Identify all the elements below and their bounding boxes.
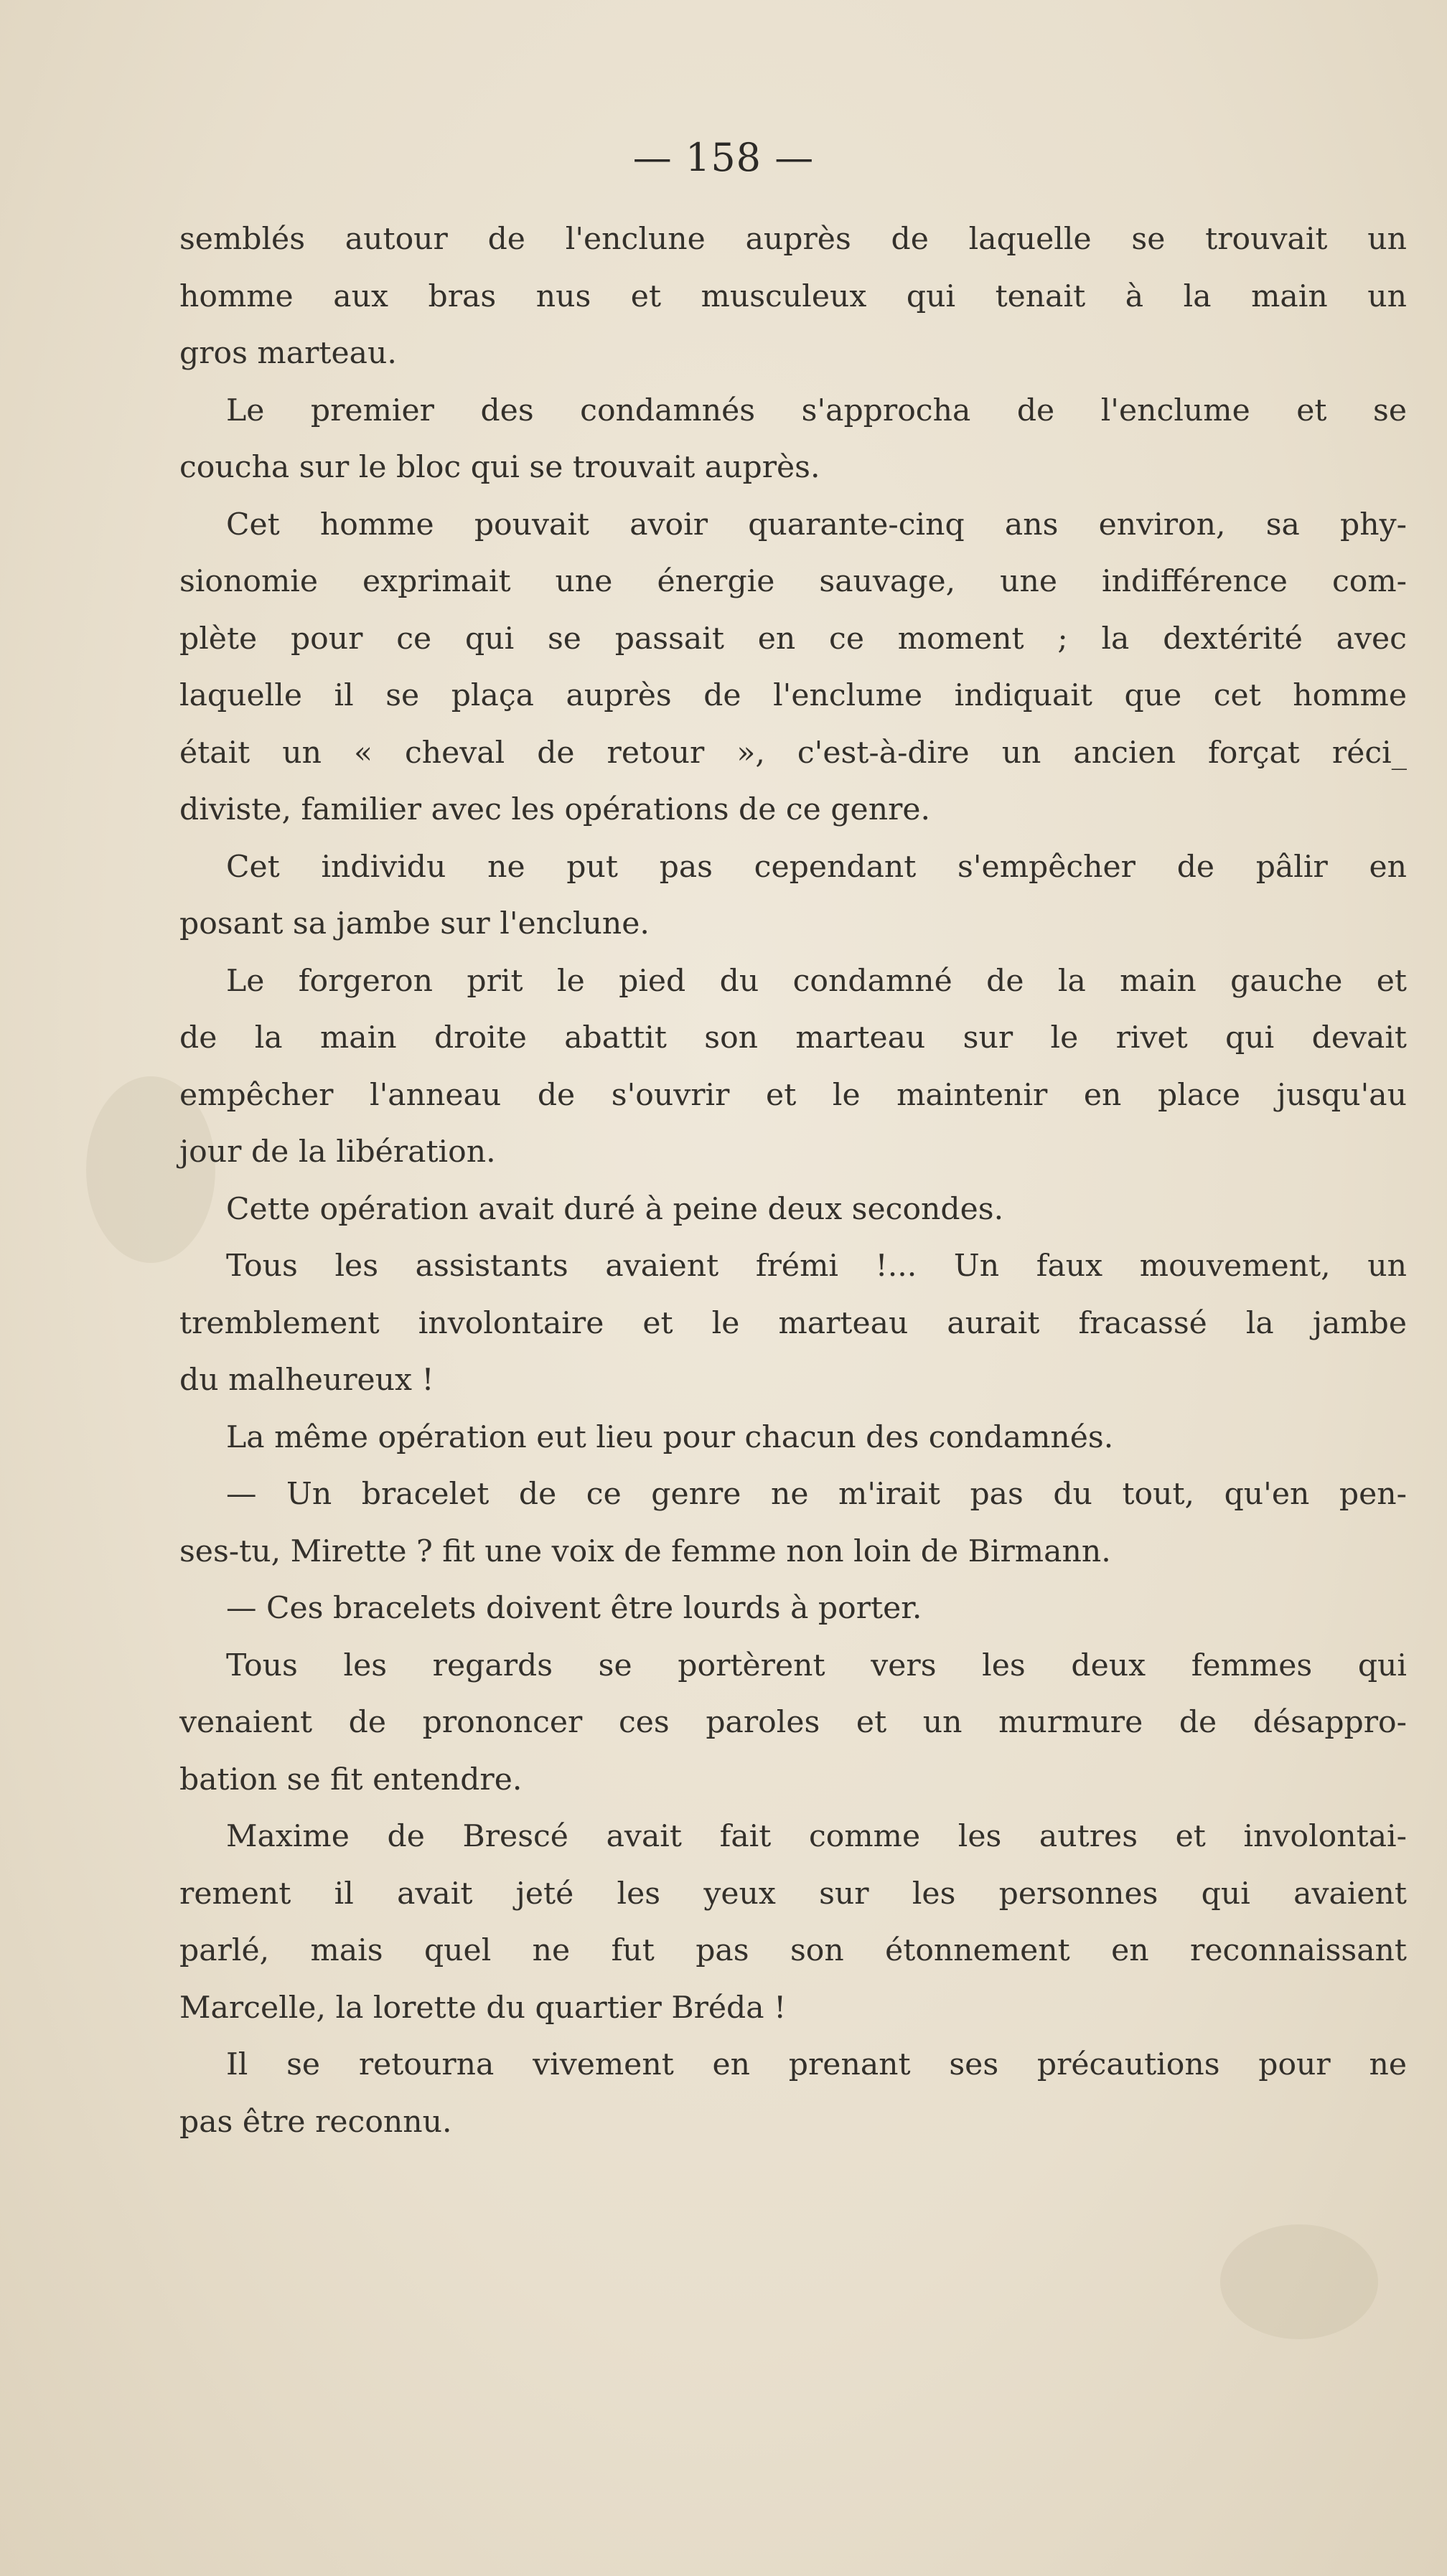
text-line: Tous les regards se portèrent vers les deux femmes qui (226, 1647, 1407, 1683)
text-line: Cet individu ne put pas cependant s'empêcher de pâlir en (226, 849, 1407, 885)
text-line: rement il avait jeté les yeux sur les personnes qui avaient (179, 1876, 1407, 1912)
text-line: Marcelle, la lorette du quartier Bréda ! (179, 1990, 787, 2026)
text-line: tremblement involontaire et le marteau aurait fracassé la jambe (179, 1305, 1407, 1341)
text-line: coucha sur le bloc qui se trouvait auprès. (179, 450, 820, 485)
page-number: — 158 — (632, 135, 815, 180)
text-line: jour de la libération. (179, 1134, 496, 1170)
text-line: était un « cheval de retour », c'est-à-dire un ancien forçat réci_ (179, 735, 1407, 771)
paper-stain (1220, 2224, 1378, 2339)
text-line: Cette opération avait duré à peine deux secondes. (226, 1191, 1004, 1227)
text-line: Maxime de Brescé avait fait comme les autres et involontai- (226, 1819, 1407, 1854)
text-line: — Ces bracelets doivent être lourds à porter. (226, 1591, 922, 1626)
text-line: Le forgeron prit le pied du condamné de la main gauche et (226, 963, 1407, 999)
text-line: Le premier des condamnés s'approcha de l'enclume et se (226, 392, 1407, 428)
text-line: du malheureux ! (179, 1363, 434, 1398)
text-line: homme aux bras nus et musculeux qui tenait à la main un (179, 278, 1407, 314)
text-line: — Un bracelet de ce genre ne m'irait pas du tout, qu'en pen- (226, 1477, 1407, 1512)
text-line: plète pour ce qui se passait en ce moment ; la dextérité avec (179, 621, 1407, 657)
body-text (179, 211, 1407, 2150)
text-line: La même opération eut lieu pour chacun des condamnés. (226, 1419, 1114, 1455)
text-line: Cet homme pouvait avoir quarante-cinq ans environ, sa phy- (226, 507, 1407, 542)
text-line: sionomie exprimait une énergie sauvage, une indifférence com- (179, 564, 1407, 599)
text-line: de la main droite abattit son marteau sur le rivet qui devait (179, 1020, 1407, 1056)
text-line: parlé, mais quel ne fut pas son étonnement en reconnaissant (179, 1933, 1407, 1968)
text-line: pas être reconnu. (179, 2104, 452, 2140)
text-line: empêcher l'anneau de s'ouvrir et le maintenir en place jusqu'au (179, 1077, 1407, 1113)
text-line: bation se fit entendre. (179, 1762, 523, 1797)
text-line: venaient de prononcer ces paroles et un murmure de désappro- (179, 1705, 1407, 1740)
text-line: gros marteau. (179, 336, 397, 371)
text-line: diviste, familier avec les opérations de ce genre. (179, 792, 931, 827)
text-line: ses-tu, Mirette ? fit une voix de femme non loin de Birmann. (179, 1533, 1111, 1569)
text-line: laquelle il se plaça auprès de l'enclume indiquait que cet homme (179, 678, 1407, 713)
text-line: Il se retourna vivement en prenant ses précautions pour ne (226, 2047, 1407, 2082)
text-line: semblés autour de l'enclune auprès de laquelle se trouvait un (179, 222, 1407, 257)
text-line: posant sa jambe sur l'enclune. (179, 906, 650, 941)
text-line: Tous les assistants avaient frémi !... Un faux mouvement, un (226, 1249, 1407, 1284)
